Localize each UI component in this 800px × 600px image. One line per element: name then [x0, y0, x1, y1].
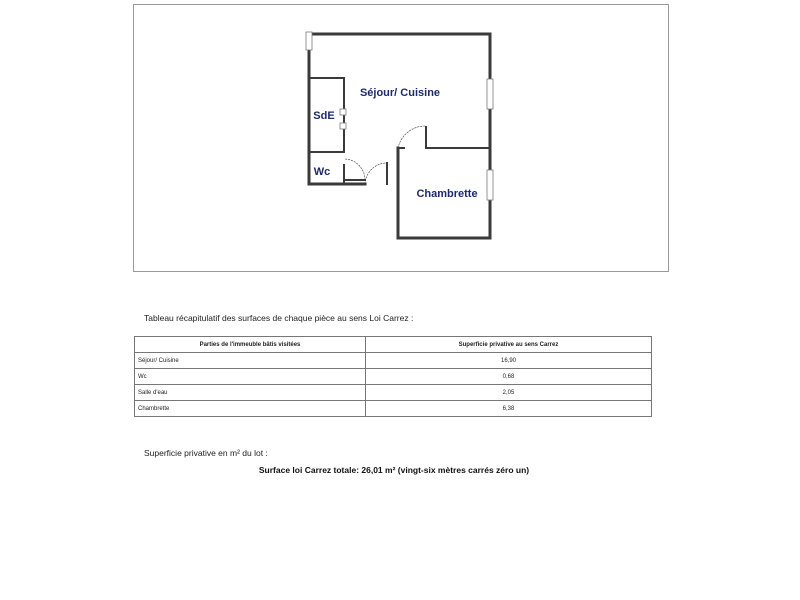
- window-left: [306, 32, 312, 50]
- floor-plan: [134, 5, 670, 273]
- summary-total: Surface loi Carrez totale: 26,01 m² (vingt-six mètres carrés zéro un): [258, 465, 530, 475]
- room-label-sejour: Séjour/ Cuisine: [359, 87, 441, 99]
- summary-caption: Superficie privative en m² du lot :: [144, 448, 268, 458]
- row-value: 16,90: [366, 353, 652, 369]
- door-corridor-arc: [365, 163, 387, 184]
- table-caption: Tableau récapitulatif des surfaces de chaque pièce au sens Loi Carrez :: [144, 313, 414, 323]
- room-label-wc: Wc: [313, 166, 331, 178]
- vent-sde-2: [340, 123, 346, 129]
- table-row: [135, 385, 652, 401]
- header-parties: Parties de l'immeuble bâtis visitées: [135, 337, 366, 353]
- floor-plan-frame: [133, 4, 669, 272]
- room-label-chambrette: Chambrette: [416, 188, 478, 200]
- row-value: 6,38: [366, 401, 652, 417]
- door-wc-arc: [344, 159, 365, 180]
- row-name: Séjour/ Cuisine: [135, 353, 366, 369]
- vent-sde-1: [340, 109, 346, 115]
- door-chambre-arc: [398, 126, 426, 148]
- room-label-sde: SdE: [313, 110, 335, 122]
- row-name: Wc: [135, 369, 366, 385]
- row-value: 2,05: [366, 385, 652, 401]
- table-row: [135, 401, 652, 417]
- row-value: 0,68: [366, 369, 652, 385]
- table-row: [135, 369, 652, 385]
- header-superficie: Superficie privative au sens Carrez: [366, 337, 652, 353]
- row-name: Salle d'eau: [135, 385, 366, 401]
- window-right-upper: [487, 79, 493, 109]
- table-row: [135, 353, 652, 369]
- row-name: Chambrette: [135, 401, 366, 417]
- surface-table: [134, 336, 652, 417]
- window-right-lower: [487, 170, 493, 200]
- table-header-row: [135, 337, 652, 353]
